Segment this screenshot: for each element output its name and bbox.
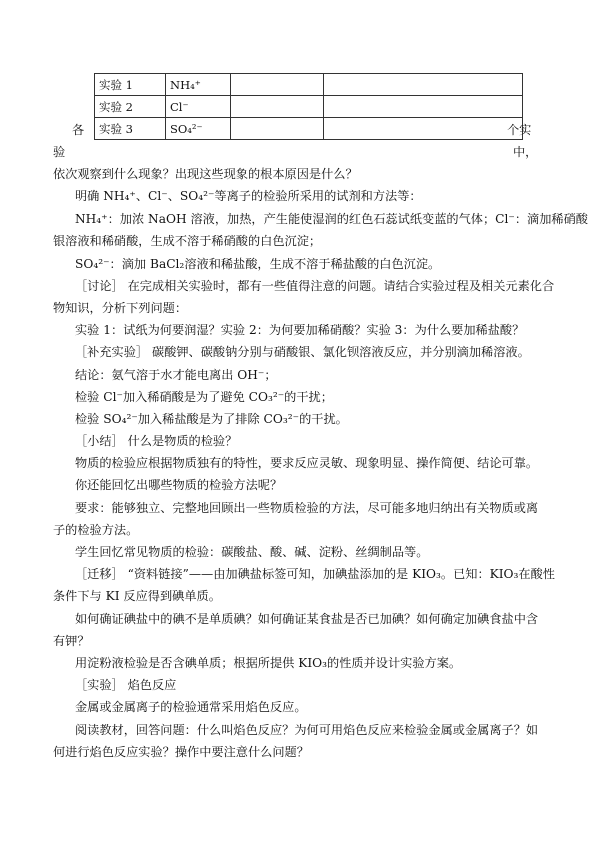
empty-cell	[324, 74, 523, 96]
experiment-table	[94, 73, 523, 140]
body-line: 金属或金属离子的检验通常采用焰色反应。	[75, 700, 307, 714]
table-row	[95, 96, 523, 118]
body-line: 检验 Cl⁻加入稀硝酸是为了避免 CO₃²⁻的干扰；	[75, 390, 333, 404]
body-line: ［迁移］ “资料链接”——由加碘盐标签可知，加碘盐添加的是 KIO₃。已知：KIO₃在酸性	[75, 567, 555, 581]
body-line: 阅读教材，回答问题：什么叫焰色反应？为何可用焰色反应来检验金属或金属离子？如	[75, 723, 539, 737]
body-line: 依次观察到什么现象？出现这些现象的根本原因是什么？	[53, 167, 358, 181]
body-line: 物质的检验应根据物质独有的特性，要求反应灵敏、现象明显、操作简便、结论可靠。	[75, 456, 539, 470]
ion-cell: SO₄²⁻	[166, 118, 231, 140]
table-row	[95, 118, 523, 140]
table-row	[95, 74, 523, 96]
margin-char-geshi: 个实	[507, 123, 532, 137]
body-line: 银溶液和稀硝酸，生成不溶于稀硝酸的白色沉淀；	[53, 234, 322, 248]
ion-cell: Cl⁻	[166, 96, 231, 118]
empty-cell	[231, 74, 324, 96]
body-line: 结论：氨气溶于水才能电离出 OH⁻；	[75, 368, 277, 382]
empty-cell	[231, 118, 324, 140]
body-line: 检验 SO₄²⁻加入稀盐酸是为了排除 CO₃²⁻的干扰。	[75, 412, 348, 426]
body-line: SO₄²⁻：滴加 BaCl₂溶液和稀盐酸，生成不溶于稀盐酸的白色沉淀。	[75, 257, 441, 271]
body-line: 物知识，分析下列问题：	[53, 301, 188, 315]
body-line: 实验 1：试纸为何要润湿？实验 2：为何要加稀硝酸？实验 3：为什么要加稀盐酸？	[75, 323, 525, 337]
body-line: 你还能回忆出哪些物质的检验方法呢？	[75, 478, 283, 492]
body-line: 何进行焰色反应实验？操作中要注意什么问题？	[53, 745, 309, 759]
body-line: ［讨论］ 在完成相关实验时，都有一些值得注意的问题。请结合实验过程及相关元素化合	[75, 279, 555, 293]
exp-cell: 实验 3	[95, 118, 166, 140]
body-line: 要求：能够独立、完整地回顾出一些物质检验的方法，尽可能多地归纳出有关物质或离	[75, 501, 539, 515]
body-line: 如何确证碘盐中的碘不是单质碘？如何确证某食盐是否已加碘？如何确定加碘食盐中含	[75, 612, 539, 626]
body-line: 明确 NH₄⁺、Cl⁻、SO₄²⁻等离子的检验所采用的试剂和方法等：	[75, 189, 422, 203]
body-line: 学生回忆常见物质的检验：碳酸盐、酸、碱、淀粉、丝绸制品等。	[75, 545, 429, 559]
margin-char-zhong: 中，	[513, 145, 538, 159]
body-line: ［实验］ 焰色反应	[75, 678, 177, 692]
body-line: 有钾？	[53, 634, 90, 648]
body-line: 用淀粉液检验是否含碘单质；根据所提供 KIO₃的性质并设计实验方案。	[75, 656, 462, 670]
body-line: NH₄⁺：加浓 NaOH 溶液，加热，产生能使湿润的红色石蕊试纸变蓝的气体；Cl⁻：滴加稀硝酸	[75, 212, 588, 226]
body-line: 子的检验方法。	[53, 523, 139, 537]
margin-char-ge: 各	[72, 123, 85, 137]
empty-cell	[231, 96, 324, 118]
body-line: ［补充实验］ 碳酸钾、碳酸钠分别与硝酸银、氯化钡溶液反应，并分别滴加稀溶液。	[75, 345, 530, 359]
margin-char-yan: 验	[53, 145, 66, 159]
ion-cell: NH₄⁺	[166, 74, 231, 96]
empty-cell	[324, 96, 523, 118]
empty-cell	[324, 118, 523, 140]
body-line: 条件下与 KI 反应得到碘单质。	[53, 589, 221, 603]
body-line: ［小结］ 什么是物质的检验？	[75, 434, 238, 448]
exp-cell: 实验 2	[95, 96, 166, 118]
exp-cell: 实验 1	[95, 74, 166, 96]
